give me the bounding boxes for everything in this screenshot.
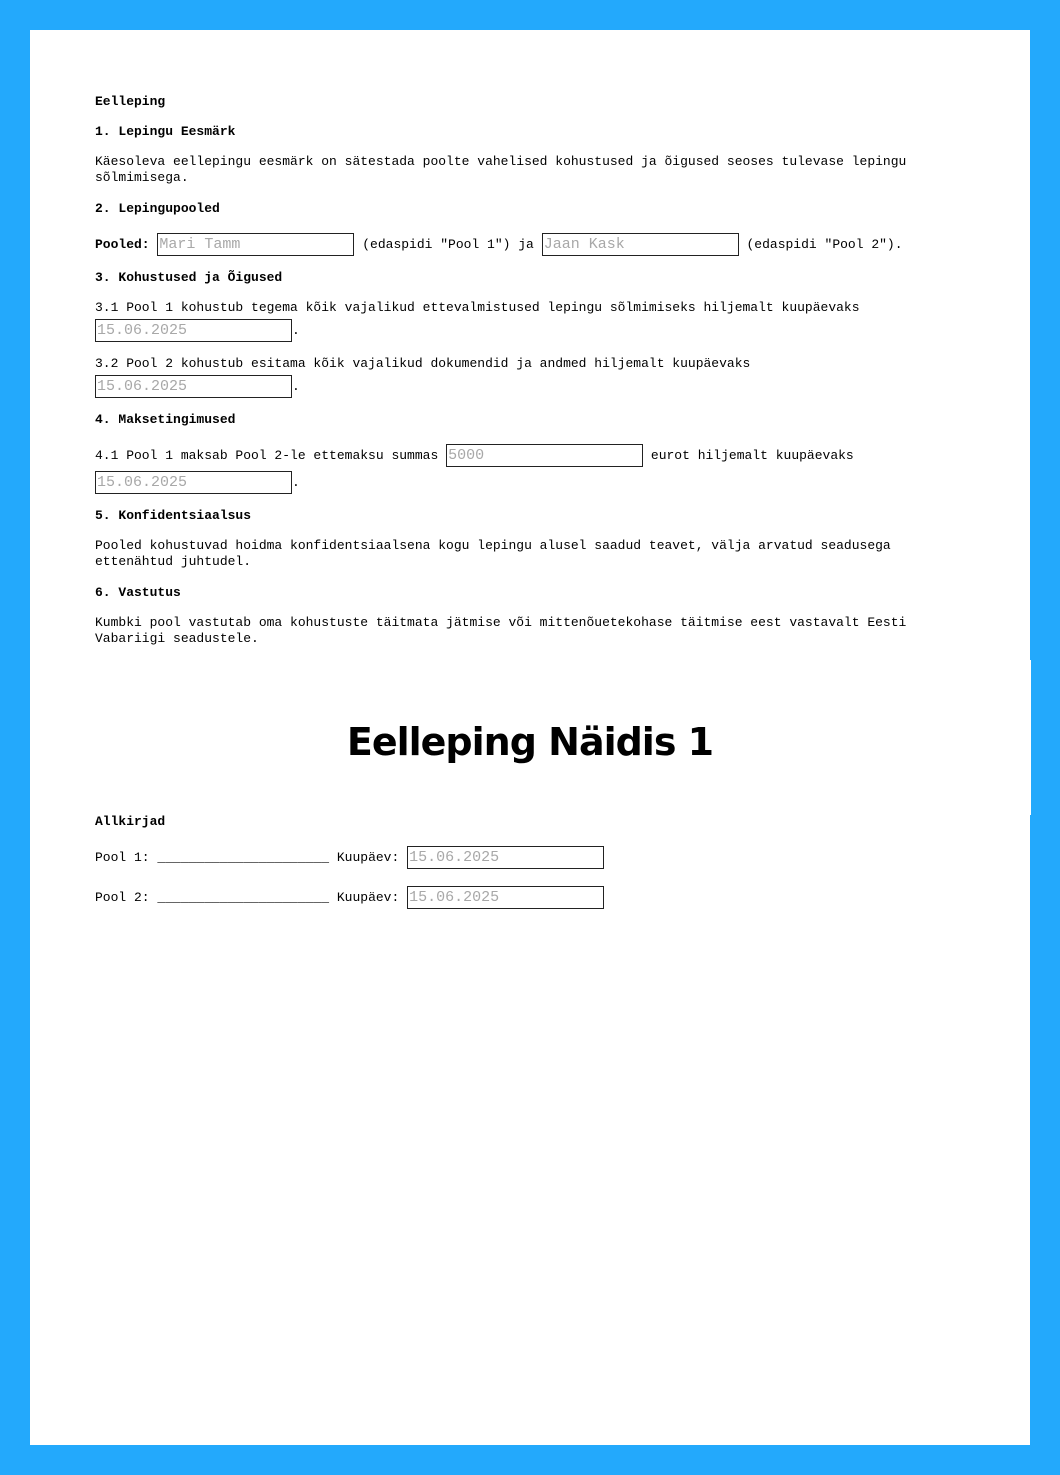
signature-pool-2-date-input[interactable] [407,886,604,909]
payment-text-after: eurot hiljemalt kuupäevaks [650,448,854,463]
page-edge-marker [1028,660,1031,815]
signature-pool-1-date-input[interactable] [407,846,604,869]
signature-row-pool-2 [95,886,965,909]
party-1-input[interactable] [157,233,354,256]
clause-3-1-text: 3.1 Pool 1 kohustub tegema kõik vajalikud ettevalmistused lepingu sõlmimiseks hiljemalt kuupäevaks [95,300,860,315]
party-2-input[interactable] [542,233,739,256]
section-5-text: Pooled kohustuvad hoidma konfidentsiaalsena kogu lepingu alusel saadud teavet, välja arvatud seadusega ettenähtud juhtudel. [95,538,891,569]
section-6-text: Kumbki pool vastutab oma kohustuste täitmata jätmise või mittenõuetekohase täitmise eest vastavalt Eesti Vabariigi seadustele. [95,615,907,646]
section-4-title: 4. Maksetingimused [95,412,236,427]
document-heading: Eelleping [95,94,166,109]
clause-3-2-period: . [292,379,300,394]
payment-row [95,444,965,467]
signature-pool-1-date-label: Kuupäev: [336,850,400,865]
signature-pool-2-date-label: Kuupäev: [336,890,400,905]
clause-3-2-date-row [95,375,965,398]
signature-pool-2-label: Pool 2: [95,890,150,905]
parties-mid-text: (edaspidi "Pool 1") ja [362,237,534,252]
signature-pool-2-line: ______________________ [157,890,330,905]
clause-3-2-text: 3.2 Pool 2 kohustub esitama kõik vajalikud dokumendid ja andmed hiljemalt kuupäevaks [95,356,751,371]
section-6-title: 6. Vastutus [95,585,181,600]
document-page [30,30,1030,1445]
document-big-title: Eelleping Näidis 1 [346,720,714,764]
parties-end-text: (edaspidi "Pool 2"). [746,237,903,252]
section-5-title: 5. Konfidentsiaalsus [95,508,252,523]
signature-pool-1-line: ______________________ [157,850,330,865]
signatures-title: Allkirjad [95,814,166,829]
parties-label: Pooled: [95,237,150,252]
payment-text-before: 4.1 Pool 1 maksab Pool 2-le ettemaksu summas [95,448,439,463]
payment-period: . [292,475,300,490]
clause-3-1-date-row [95,319,965,342]
signature-row-pool-1 [95,846,965,869]
clause-3-1-date-input[interactable] [95,319,292,342]
payment-date-row [95,471,965,494]
section-3-title: 3. Kohustused ja Õigused [95,270,283,285]
section-1-title: 1. Lepingu Eesmärk [95,124,236,139]
clause-3-2-date-input[interactable] [95,375,292,398]
clause-3-1-period: . [292,323,300,338]
section-2-title: 2. Lepingupooled [95,201,220,216]
section-1-text: Käesoleva eellepingu eesmärk on sätestada poolte vahelised kohustused ja õigused seoses tulevase lepingu sõlmimisega. [95,154,907,185]
payment-amount-input[interactable] [446,444,643,467]
signature-pool-1-label: Pool 1: [95,850,150,865]
payment-date-input[interactable] [95,471,292,494]
parties-row [95,233,965,256]
